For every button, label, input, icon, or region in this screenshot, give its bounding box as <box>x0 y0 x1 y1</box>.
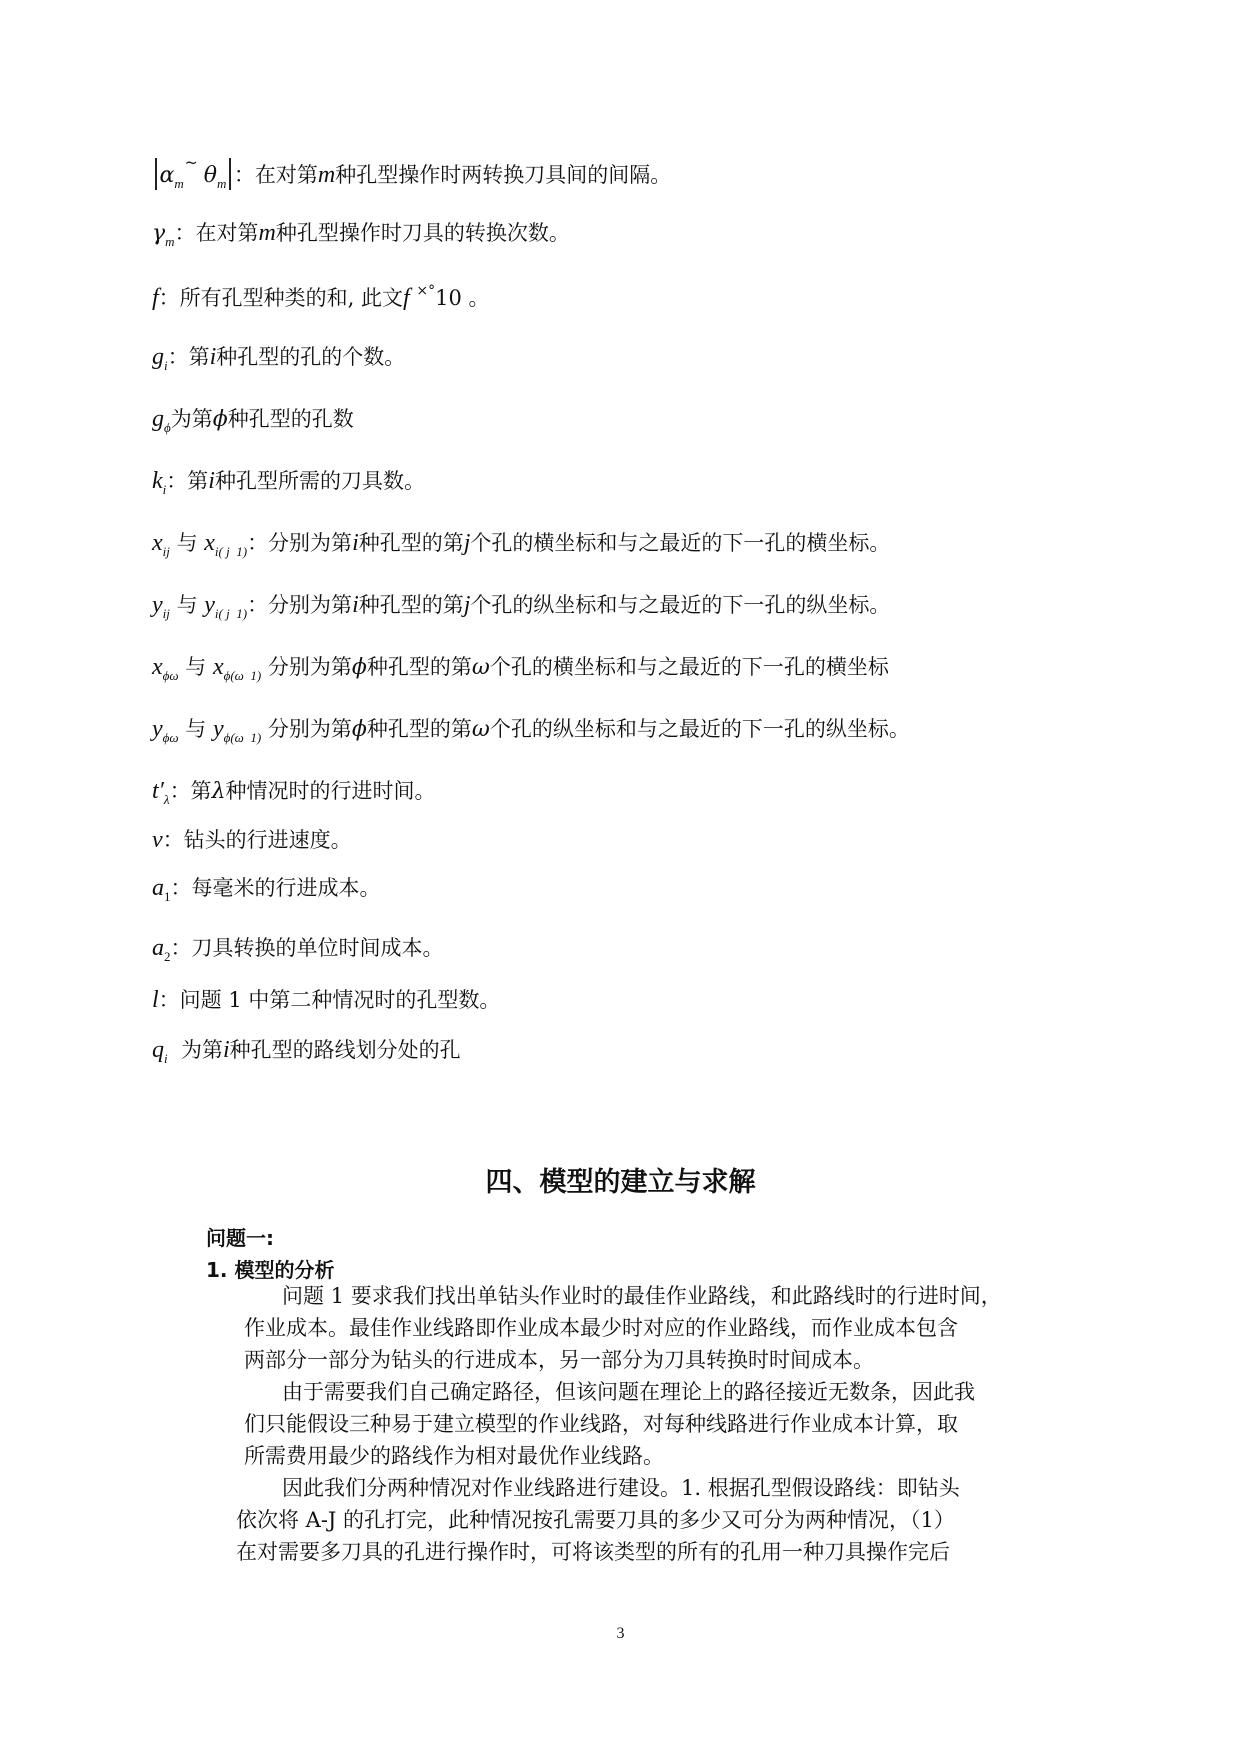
section-heading: 四、模型的建立与求解 <box>485 1167 756 1198</box>
definition-v: v：钻头的行进速度。 <box>152 827 352 853</box>
definition-f: f：所有孔型种类的和, 此文f ×°10 。 <box>152 283 490 311</box>
theta-symbol: θ <box>203 163 218 188</box>
definition-g-i: $g_i$：第i种孔型的孔的个数。 <box>152 344 406 373</box>
problem-label: 问题一: <box>206 1226 274 1250</box>
definition-k-i: $k_i$：第i种孔型所需的刀具数。 <box>152 468 425 497</box>
definition-t-lambda: $t'_\lambda$：第λ种情况时的行进时间。 <box>152 778 436 807</box>
paragraph-line: 问题 1 要求我们找出单钻头作业时的最佳作业路线，和此路线时的行进时间， <box>282 1284 1002 1308</box>
paragraph-line: 所需费用最少的路线作为相对最优作业线路。 <box>244 1444 664 1468</box>
abs-bar-left <box>155 158 157 190</box>
k-symbol: k <box>152 468 163 494</box>
t-prime-symbol: t′ <box>152 778 164 804</box>
definition-alpha-theta: $\alpha_m$ ~ $\theta_m$ ：在对第m种孔型操作时两转换刀具间的间隔。 <box>152 158 671 190</box>
paragraph-line: 作业成本。最佳作业线路即作业成本最少时对应的作业路线，而作业成本包含 <box>244 1316 958 1340</box>
f-symbol: f <box>152 285 159 311</box>
definition-g-phi: $g_\phi$为第ϕ种孔型的孔数 <box>152 406 354 435</box>
subsection-label: 1. 模型的分析 <box>206 1258 335 1282</box>
definition-gamma: $\gamma_m$：在对第m种孔型操作时刀具的转换次数。 <box>152 220 570 249</box>
paragraph-line: 在对需要多刀具的孔进行操作时，可将该类型的所有的孔用一种刀具操作完后 <box>236 1540 950 1564</box>
paragraph-line: 们只能假设三种易于建立模型的作业线路，对每种线路进行作业成本计算，取 <box>244 1412 958 1436</box>
page-number: 3 <box>616 1625 625 1642</box>
definition-l: l：问题 1 中第二种情况时的孔型数。 <box>152 987 501 1013</box>
gamma-symbol: γ <box>152 221 166 246</box>
alpha-symbol: $\alpha_m$ ~ <box>159 153 198 191</box>
definition-a1: $a_1$：每毫米的行进成本。 <box>152 875 381 904</box>
paragraph-line: 因此我们分两种情况对作业线路进行建设。1. 根据孔型假设路线：即钻头 <box>282 1476 960 1500</box>
definition-y-ij: $y_{ij}$ 与 $y_{i( j 1)}$：分别为第i种孔型的第j个孔的纵坐标和与之最近的下一孔的纵坐标。 <box>152 592 891 621</box>
v-symbol: v <box>152 827 163 853</box>
paragraph-line: 两部分一部分为钻头的行进成本，另一部分为刀具转换时时间成本。 <box>244 1348 874 1372</box>
definition-text: ：在对第 <box>233 163 318 187</box>
q-symbol: q <box>152 1037 164 1063</box>
definition-y-phi-omega: $y_{\phi\omega}$ 与 $y_{\phi(\omega 1)}$ 分别为第ϕ种孔型的第ω个孔的纵坐标和与之最近的下一孔的纵坐标。 <box>152 716 910 745</box>
definition-a2: $a_2$：刀具转换的单位时间成本。 <box>152 935 444 964</box>
definition-x-phi-omega: $x_{\phi\omega}$ 与 $x_{\phi(\omega 1)}$ 分别为第ϕ种孔型的第ω个孔的横坐标和与之最近的下一孔的横坐标 <box>152 654 889 683</box>
abs-bar-right <box>229 158 231 190</box>
definition-q-i: $q_i$ 为第i种孔型的路线划分处的孔 <box>152 1037 461 1066</box>
equals-glyph: ×° <box>416 283 436 299</box>
paragraph-line: 由于需要我们自己确定路径，但该问题在理论上的路径接近无数条，因此我 <box>282 1380 975 1404</box>
definition-x-ij: $x_{ij}$ 与 $x_{i( j 1)}$：分别为第i种孔型的第j个孔的横坐标和与之最近的下一孔的横坐标。 <box>152 530 891 559</box>
l-symbol: l <box>152 987 159 1013</box>
paragraph-line: 依次将 A-J 的孔打完，此种情况按孔需要刀具的多少又可分为两种情况，（1） <box>236 1508 955 1532</box>
g-symbol: g <box>152 344 164 370</box>
